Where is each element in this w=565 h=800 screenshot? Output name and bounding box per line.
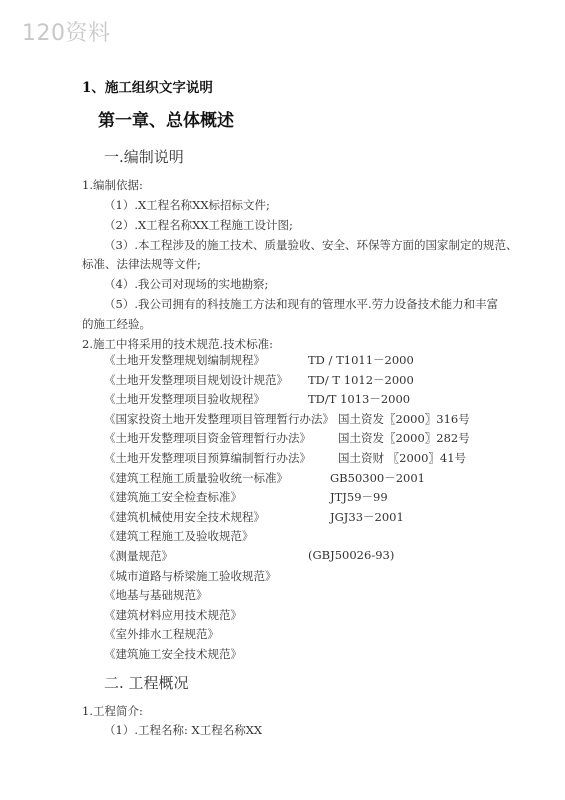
chapter-title: 第一章、总体概述: [98, 111, 234, 131]
basis-item-1: （1）.X工程名称XX标招标文件;: [104, 198, 270, 212]
basis-item-3: （3）.本工程涉及的施工技术、质量验收、安全、环保等方面的国家制定的规范、: [104, 238, 518, 252]
standard-code: (GBJ50026-93): [308, 548, 395, 562]
standard-name: 《国家投资土地开发整理项目管理暂行办法》: [104, 411, 334, 426]
standard-code: 国土资财 〖2000〗41号: [338, 451, 467, 465]
basis-title: 1.编制依据:: [82, 178, 143, 192]
standard-name: 《土地开发整理项目预算编制暂行办法》: [104, 451, 311, 465]
standard-name: 《土地开发整理项目资金管理暂行办法》: [104, 431, 311, 446]
section-title: 1、施工组织文字说明: [82, 80, 213, 96]
part1-heading: 一.编制说明: [104, 148, 184, 166]
watermark-logo: 120资料: [22, 21, 111, 46]
standard-name: 《测量规范》: [104, 549, 173, 563]
standards-title: 2.施工中将采用的技术规范.技术标准:: [82, 337, 274, 351]
standard-code: 国土资发〖2000〗316号: [338, 411, 470, 426]
standard-name: 《城市道路与桥梁施工验收规范》: [104, 568, 277, 583]
basis-item-5: （5）.我公司拥有的科技施工方法和现有的管理水平.劳力设备技术能力和丰富: [104, 297, 499, 311]
standard-code: TD/T 1013－2000: [308, 392, 411, 407]
standard-name: 《建筑机械使用安全技术规程》: [104, 509, 265, 524]
standard-name: 《建筑施工安全技术规范》: [104, 647, 242, 661]
intro-item-1: （1）.工程名称: X工程名称XX: [104, 723, 263, 737]
standard-name: 《地基与基础规范》: [104, 588, 208, 603]
part2-heading: 二. 工程概况: [104, 674, 189, 692]
standard-name: 《室外排水工程规范》: [104, 627, 219, 642]
standard-name: 《建筑工程施工及验收规范》: [104, 529, 254, 544]
basis-item-3-cont: 标准、法律法规等文件;: [82, 257, 201, 271]
standard-code: GB50300－2001: [330, 470, 425, 485]
standard-code: TD/ T 1012－2000: [308, 372, 414, 387]
basis-item-2: （2）.X工程名称XX工程施工设计图;: [104, 218, 293, 232]
standard-code: 国土资发〖2000〗282号: [338, 431, 470, 446]
standard-name: 《土地开发整理项目规划设计规范》: [104, 372, 288, 387]
standard-name: 《土地开发整理项目验收规程》: [104, 392, 265, 407]
standard-code: TD / T1011－2000: [308, 353, 414, 367]
basis-item-5-cont: 的施工经验。: [82, 317, 151, 331]
standard-code: JTJ59－99: [330, 490, 388, 505]
intro-title: 1.工程简介:: [82, 704, 143, 718]
standard-name: 《建筑施工安全检查标准》: [104, 490, 242, 505]
standard-name: 《建筑工程施工质量验收统一标准》: [104, 470, 288, 485]
standard-name: 《建筑材料应用技术规范》: [104, 607, 242, 622]
standard-name: 《土地开发整理规划编制规程》: [104, 353, 265, 367]
basis-item-4: （4）.我公司对现场的实地勘察;: [104, 277, 269, 291]
standard-code: JGJ33－2001: [330, 509, 404, 524]
